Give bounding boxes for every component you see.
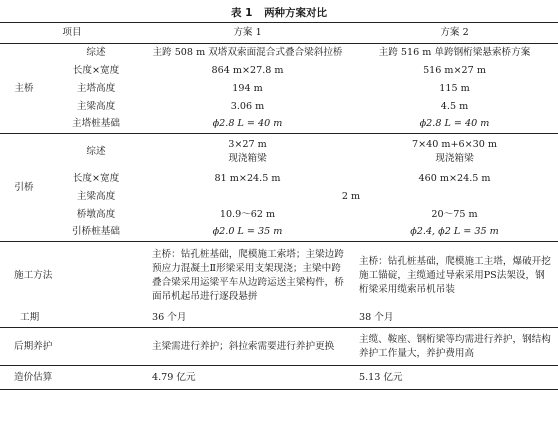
plan1-cell: 4.79 亿元	[144, 366, 351, 390]
row-label: 长度×宽度	[72, 172, 120, 184]
table-row	[0, 242, 558, 310]
plan2-cell: 4.5 m	[440, 100, 469, 112]
row-label: 长度×宽度	[72, 64, 120, 76]
row-label: 综述	[86, 46, 106, 58]
table-caption	[0, 5, 558, 20]
group-label-main-bridge: 主桥	[14, 82, 34, 94]
plan1-cell: 81 m×24.5 m	[214, 172, 281, 184]
row-label: 主梁高度	[76, 100, 116, 112]
table-title: 两种方案对比	[264, 7, 328, 19]
table-row	[0, 116, 558, 134]
row-label-duration: 工期	[20, 312, 40, 324]
table-row	[0, 134, 558, 170]
row-label: 引桥桩基础	[72, 226, 120, 238]
plan2-cell: 主缆、鞍座、钢桁梁等均需进行养护，钢结构养护工作量大，养护费用高	[351, 328, 558, 366]
plan2-cell: 460 m×24.5 m	[418, 172, 491, 184]
table-number: 表 1	[230, 7, 253, 19]
row-label-cost: 造价估算	[0, 366, 144, 390]
plan1-cell: ϕ2.0 L = 35 m	[212, 226, 283, 238]
table-row	[0, 366, 558, 390]
plan1-cell: 864 m×27.8 m	[211, 64, 284, 76]
plan2-overview-line2: 现浇箱梁	[435, 152, 474, 164]
plan2-cell: 5.13 亿元	[351, 366, 558, 390]
row-label: 主塔高度	[76, 82, 116, 94]
plan1-cell: 36 个月	[152, 312, 187, 324]
header-plan2: 方案 2	[351, 23, 558, 44]
plan2-cell: 20～75 m	[431, 208, 478, 220]
row-label: 主塔桩基础	[72, 118, 120, 130]
plan1-cell: 10.9～62 m	[219, 208, 276, 220]
shared-cell: 2 m	[341, 190, 361, 202]
plan2-cell: 115 m	[439, 82, 470, 94]
table-row	[0, 44, 558, 62]
plan1-cell	[144, 134, 351, 170]
plan2-cell: 516 m×27 m	[423, 64, 486, 76]
plan2-cell: 38 个月	[359, 312, 394, 324]
header-item: 项目	[0, 23, 144, 44]
plan2-cell: ϕ2.8 L = 40 m	[419, 118, 490, 130]
comparison-table	[0, 22, 558, 390]
table-row	[0, 206, 558, 224]
table-row	[0, 62, 558, 80]
plan1-cell: 194 m	[232, 82, 263, 94]
row-label: 桥墩高度	[76, 208, 116, 220]
table-row	[0, 188, 558, 206]
plan1-cell: 主跨 508 m 双塔双索面混合式叠合梁斜拉桥	[152, 46, 343, 58]
row-label: 主梁高度	[76, 190, 116, 202]
plan1-cell: 主桥：钻孔桩基础，爬模施工索塔；主梁边跨预应力混凝土Ⅱ形梁采用支架现浇；主梁中跨叠合梁采用运梁平车从边跨运送主梁构件，桥面吊机起吊进行逐段悬拼	[144, 242, 351, 310]
table-header-row	[0, 23, 558, 44]
plan2-cell: ϕ2.4, ϕ2 L = 35 m	[410, 226, 499, 238]
plan1-overview-line1: 3×27 m	[228, 138, 267, 150]
plan1-overview-line2: 现浇箱梁	[228, 152, 267, 164]
row-label-maintenance: 后期养护	[0, 328, 144, 366]
plan2-cell	[351, 134, 558, 170]
table-row	[0, 224, 558, 242]
row-label: 综述	[48, 134, 144, 170]
table-row	[0, 170, 558, 188]
row-label-construction: 施工方法	[0, 242, 144, 310]
plan2-overview-line1: 7×40 m+6×30 m	[411, 138, 498, 150]
group-label-approach-bridge: 引桥	[0, 134, 48, 242]
table-row	[0, 98, 558, 116]
plan2-cell: 主桥：钻孔桩基础，爬模施工主塔，爆破开挖施工锚碇，主缆通过导索采用PS法架设，钢桁梁采用缆索吊机吊装	[351, 242, 558, 310]
table-row	[0, 80, 558, 98]
plan1-cell: ϕ2.8 L = 40 m	[212, 118, 283, 130]
table-row	[0, 310, 558, 328]
table-row	[0, 328, 558, 366]
plan1-cell: 主梁需进行养护；斜拉索需要进行养护更换	[144, 328, 351, 366]
plan1-cell: 3.06 m	[230, 100, 265, 112]
header-plan1: 方案 1	[144, 23, 351, 44]
plan2-cell: 主跨 516 m 单跨钢桁梁悬索桥方案	[378, 46, 531, 58]
